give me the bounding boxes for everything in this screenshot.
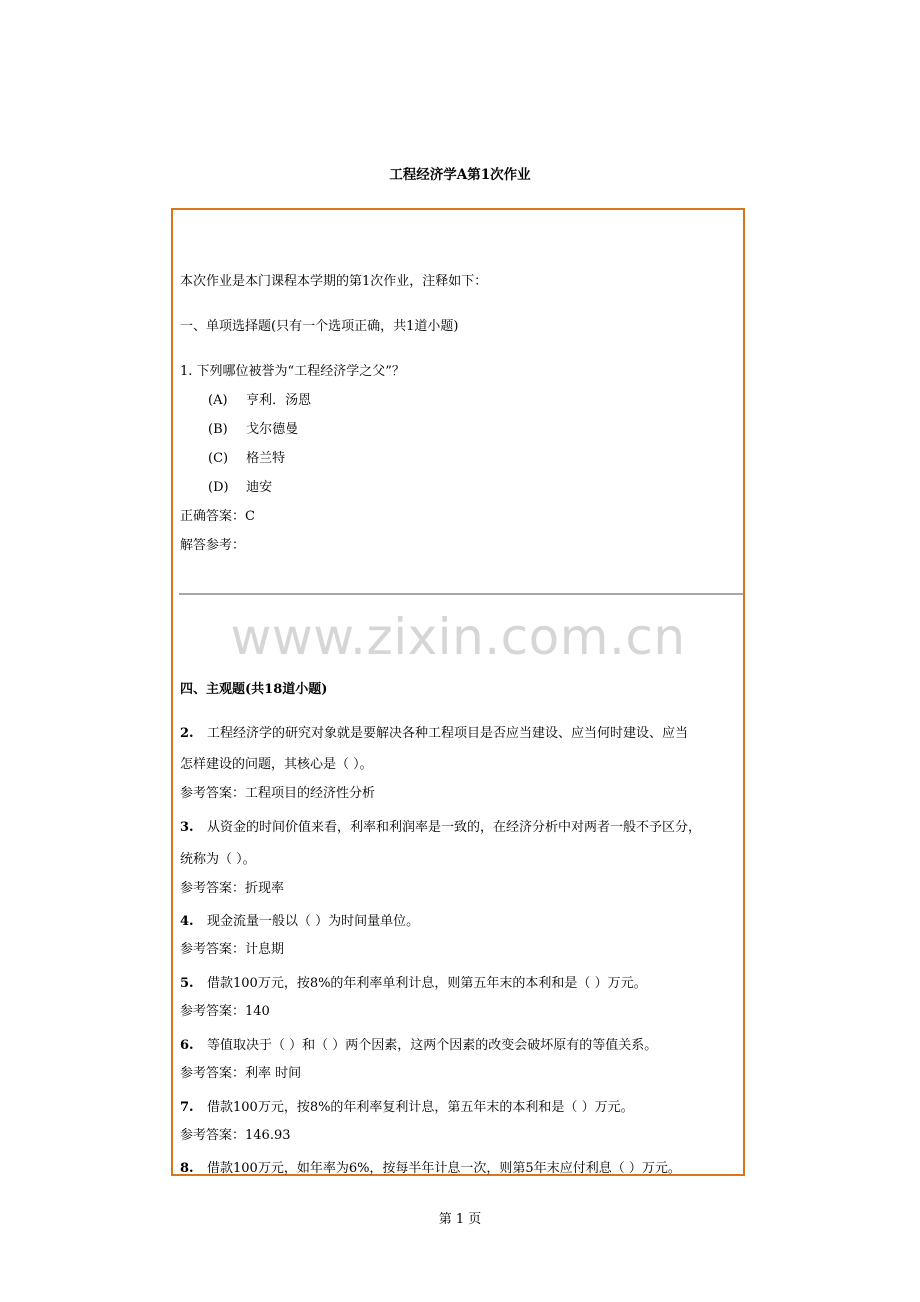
option-text: 戈尔德曼	[246, 422, 299, 437]
question-text: 下列哪位被誉为“工程经济学之父”？	[196, 364, 405, 379]
question-text: 从资金的时间价值来看，利率和利润率是一致的，在经济分析中对两者一般不予区分，	[207, 820, 702, 835]
question-1-text	[180, 360, 405, 379]
option-c	[208, 447, 285, 466]
question-text: 借款100万元，按8%的年利率复利计息，第五年末的本利和是（ ）万元。	[207, 1100, 634, 1115]
question-6	[180, 1034, 657, 1053]
question-text: 借款100万元，如年率为6%，按每半年计息一次，则第5年末应付利息（ ）万元。	[207, 1161, 681, 1176]
question-number: 7.	[180, 1100, 194, 1115]
reference-answer: 参考答案：146.93	[180, 1128, 291, 1143]
reference-answer: 参考答案：折现率	[180, 881, 285, 896]
section-divider	[179, 593, 743, 595]
homework-content-box	[171, 208, 745, 1176]
question-number: 8.	[180, 1161, 194, 1176]
question-7	[180, 1096, 634, 1115]
question-number: 1.	[180, 364, 193, 379]
question-number: 6.	[180, 1038, 194, 1053]
option-text: 迪安	[246, 480, 273, 495]
section-subjective-heading: 四、主观题(共18道小题)	[180, 682, 328, 697]
page-number: 第 1 页	[438, 1212, 482, 1227]
reference-answer: 参考答案：计息期	[180, 942, 285, 957]
correct-answer: 正确答案：C	[180, 509, 255, 524]
option-letter: (D)	[208, 480, 229, 495]
option-d	[208, 476, 272, 495]
option-b	[208, 418, 298, 437]
question-2-continued: 怎样建设的问题，其核心是（ ）。	[180, 757, 373, 772]
question-number: 2.	[180, 726, 194, 741]
question-number: 3.	[180, 820, 194, 835]
option-letter: (C)	[208, 451, 229, 466]
option-text: 亨利．汤恩	[246, 393, 312, 408]
option-text: 格兰特	[246, 451, 286, 466]
option-a	[208, 389, 311, 408]
option-letter: (B)	[208, 422, 228, 437]
section-single-choice-heading: 一、单项选择题(只有一个选项正确，共1道小题)	[180, 319, 459, 334]
question-2	[180, 722, 688, 741]
option-letter: (A)	[208, 393, 228, 408]
question-number: 4.	[180, 914, 194, 929]
reference-answer: 参考答案：工程项目的经济性分析	[180, 786, 376, 801]
explanation-label: 解答参考：	[180, 538, 246, 553]
question-text: 现金流量一般以（ ）为时间量单位。	[207, 914, 420, 929]
question-3-continued: 统称为（ ）。	[180, 852, 256, 867]
watermark: www.zixin.com.cn	[230, 608, 686, 666]
question-text: 借款100万元，按8%的年利率单利计息，则第五年末的本利和是（ ）万元。	[207, 976, 647, 991]
question-8	[180, 1157, 681, 1176]
question-4	[180, 910, 419, 929]
intro-text: 本次作业是本门课程本学期的第1次作业，注释如下：	[180, 274, 488, 289]
question-text: 等值取决于（ ）和（ ）两个因素，这两个因素的改变会破坏原有的等值关系。	[207, 1038, 658, 1053]
reference-answer: 参考答案：140	[180, 1004, 270, 1019]
question-3	[180, 816, 701, 835]
document-title: 工程经济学A第1次作业	[389, 167, 531, 183]
question-5	[180, 972, 647, 991]
reference-answer: 参考答案：利率 时间	[180, 1066, 302, 1081]
question-text: 工程经济学的研究对象就是要解决各种工程项目是否应当建设、应当何时建设、应当	[207, 726, 689, 741]
question-number: 5.	[180, 976, 194, 991]
